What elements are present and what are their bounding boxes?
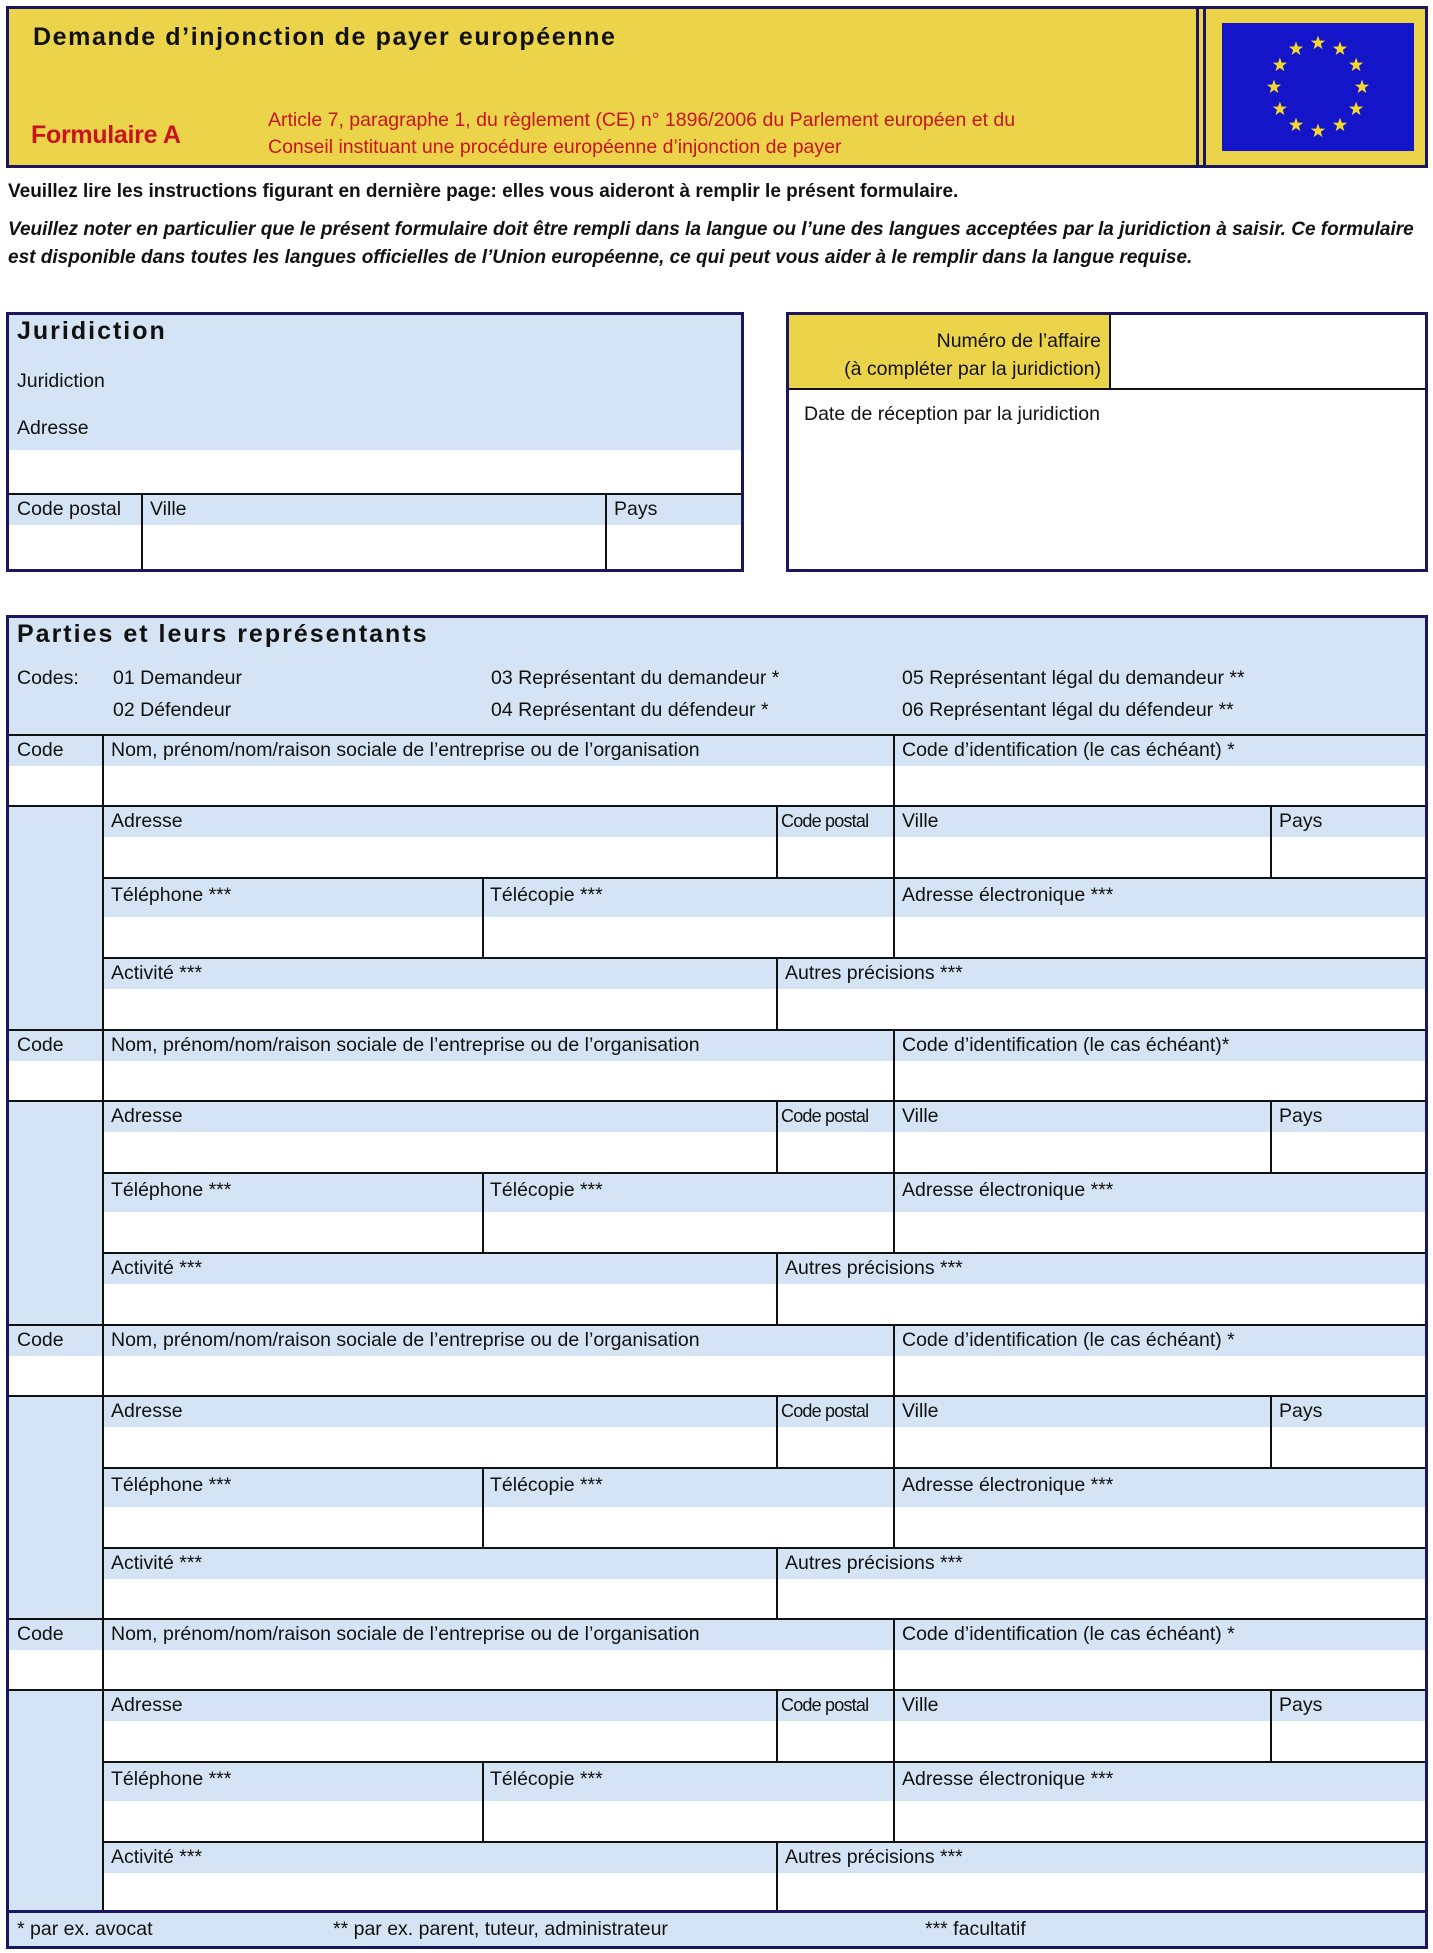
star-icon: [1311, 124, 1325, 138]
party-name-label: Nom, prénom/nom/raison sociale de l’entreprise ou de l’organisation: [111, 1623, 700, 1645]
code-01: 01 Demandeur: [113, 667, 242, 689]
party-code-label: Code: [17, 1623, 64, 1645]
party-city-input[interactable]: [898, 1429, 1266, 1463]
party-label-band: [104, 1102, 1425, 1132]
party-other-details-input[interactable]: [780, 992, 1422, 1026]
party-country-label: Pays: [1279, 1105, 1323, 1127]
party-email-input[interactable]: [898, 1509, 1422, 1543]
party-code-input[interactable]: [11, 1063, 99, 1097]
party-city-label: Ville: [902, 1105, 939, 1127]
party-country-input[interactable]: [1274, 1429, 1422, 1463]
party-activity-input[interactable]: [107, 1876, 773, 1910]
divider: [482, 1763, 484, 1841]
divider: [776, 1254, 778, 1324]
party-code-input[interactable]: [11, 1358, 99, 1392]
divider: [893, 1469, 895, 1547]
receipt-date-label: Date de réception par la juridiction: [804, 403, 1100, 425]
divider: [893, 1174, 895, 1252]
party-id-input[interactable]: [898, 768, 1422, 802]
divider: [893, 879, 895, 957]
party-other-details-label: Autres précisions ***: [785, 1257, 963, 1279]
divider: [893, 1031, 895, 1100]
party-postal-code-input[interactable]: [780, 839, 890, 873]
party-country-input[interactable]: [1274, 1134, 1422, 1168]
divider: [102, 1620, 104, 1689]
divider: [482, 1469, 484, 1547]
party-id-label: Code d’identification (le cas échéant) *: [902, 1329, 1235, 1351]
court-country-label: Pays: [614, 498, 658, 520]
party-country-label: Pays: [1279, 1400, 1323, 1422]
star-icon: [1333, 118, 1347, 132]
court-address-label: Adresse: [17, 417, 89, 439]
party-address-label: Adresse: [111, 1105, 183, 1127]
party-code-input[interactable]: [11, 1652, 99, 1686]
code-06: 06 Représentant légal du défendeur **: [902, 699, 1234, 721]
party-activity-input[interactable]: [107, 1287, 773, 1321]
court-country-input[interactable]: [609, 529, 737, 565]
legal-reference: [268, 107, 1168, 161]
parties-section-title: Parties et leurs représentants: [17, 620, 429, 648]
party-phone-label: Téléphone ***: [111, 1179, 232, 1201]
divider: [102, 1031, 104, 1100]
divider: [482, 1174, 484, 1252]
divider: [482, 879, 484, 957]
divider: [776, 1691, 778, 1761]
divider: [893, 1326, 895, 1395]
case-number-label: [844, 327, 1101, 383]
instructions-read: Veuillez lire les instructions figurant en dernière page: elles vous aideront à remplir le présent formulaire.: [8, 181, 959, 202]
footnote-one-star: * par ex. avocat: [17, 1918, 153, 1940]
party-other-details-label: Autres précisions ***: [785, 1846, 963, 1868]
eu-flag-stars: [1222, 23, 1414, 151]
party-activity-label: Activité ***: [111, 1846, 203, 1868]
party-code-input[interactable]: [11, 768, 99, 802]
party-email-label: Adresse électronique ***: [902, 1768, 1114, 1790]
party-address-input[interactable]: [107, 1429, 773, 1463]
party-id-label: Code d’identification (le cas échéant) *: [902, 739, 1235, 761]
eu-flag-icon: [1222, 23, 1414, 151]
divider: [893, 1397, 895, 1467]
court-city-input[interactable]: [145, 529, 603, 565]
party-activity-input[interactable]: [107, 1582, 773, 1616]
party-email-label: Adresse électronique ***: [902, 1474, 1114, 1496]
star-icon: [1273, 102, 1287, 116]
party-label-band: [104, 1397, 1425, 1427]
divider: [1270, 807, 1272, 877]
party-activity-label: Activité ***: [111, 1257, 203, 1279]
party-country-input[interactable]: [1274, 839, 1422, 873]
party-address-label: Adresse: [111, 1400, 183, 1422]
party-postal-code-input[interactable]: [780, 1134, 890, 1168]
party-code-label: Code: [17, 739, 64, 761]
party-label-band: [104, 959, 1425, 989]
party-fax-label: Télécopie ***: [490, 1768, 603, 1790]
party-name-input[interactable]: [107, 768, 889, 802]
party-name-input[interactable]: [107, 1652, 889, 1686]
divider: [776, 1397, 778, 1467]
party-id-input[interactable]: [898, 1652, 1422, 1686]
star-icon: [1333, 41, 1347, 55]
court-section-title: Juridiction: [17, 317, 167, 345]
divider: [893, 736, 895, 805]
divider: [893, 807, 895, 877]
court-postal-code-input[interactable]: [11, 529, 139, 565]
party-id-input[interactable]: [898, 1063, 1422, 1097]
party-label-band: [104, 1469, 1425, 1507]
divider: [1109, 315, 1111, 389]
court-name-input[interactable]: [149, 367, 729, 395]
star-icon: [1311, 36, 1325, 50]
party-country-label: Pays: [1279, 1694, 1323, 1716]
party-label-band: [104, 1843, 1425, 1873]
party-block: [9, 1029, 1425, 1324]
party-label-band: [104, 1763, 1425, 1801]
party-id-input[interactable]: [898, 1358, 1422, 1392]
star-icon: [1349, 58, 1363, 72]
party-label-band: [104, 1549, 1425, 1579]
divider: [776, 959, 778, 1029]
party-postal-code-label: Code postal: [781, 1106, 869, 1126]
form-header: [6, 6, 1428, 168]
divider: [1270, 1397, 1272, 1467]
party-postal-code-input[interactable]: [780, 1429, 890, 1463]
divider: [776, 1843, 778, 1913]
codes-label: Codes:: [17, 667, 79, 689]
legal-reference-line-2: Conseil instituant une procédure européenne d’injonction de payer: [268, 136, 842, 158]
divider: [605, 495, 607, 569]
party-address-input[interactable]: [107, 1134, 773, 1168]
party-name-input[interactable]: [107, 1063, 889, 1097]
party-code-label: Code: [17, 1329, 64, 1351]
party-activity-label: Activité ***: [111, 1552, 203, 1574]
party-label-band: [104, 1254, 1425, 1284]
case-number-input[interactable]: [1115, 321, 1421, 381]
party-city-input[interactable]: [898, 839, 1266, 873]
divider: [141, 495, 143, 569]
star-icon: [1289, 118, 1303, 132]
code-03: 03 Représentant du demandeur *: [491, 667, 780, 689]
case-number-label-line-2: (à compléter par la juridiction): [844, 358, 1101, 380]
divider: [789, 388, 1425, 390]
party-code-label: Code: [17, 1034, 64, 1056]
party-city-label: Ville: [902, 1400, 939, 1422]
party-fax-label: Télécopie ***: [490, 1474, 603, 1496]
case-section: [786, 312, 1428, 572]
party-fax-label: Télécopie ***: [490, 884, 603, 906]
party-name-label: Nom, prénom/nom/raison sociale de l’entreprise ou de l’organisation: [111, 739, 700, 761]
divider: [893, 1102, 895, 1172]
party-postal-code-label: Code postal: [781, 1401, 869, 1421]
form-title: Demande d’injonction de payer européenne: [33, 23, 617, 51]
divider: [102, 1326, 104, 1395]
party-phone-input[interactable]: [107, 919, 479, 953]
divider: [893, 1620, 895, 1689]
instructions-language-note: Veuillez noter en particulier que le présent formulaire doit être rempli dans la langue ou l’une des langues acceptées par la juridiction à saisir. Ce formulaire est disponible dans toutes les langues officielles de l’Union européenne, ce qui peut vous aider à le remplir dans la langue requise.: [8, 219, 1414, 268]
court-city-label: Ville: [150, 498, 187, 520]
party-label-band: [104, 1174, 1425, 1212]
form-identifier: Formulaire A: [31, 121, 181, 149]
party-postal-code-label: Code postal: [781, 1695, 869, 1715]
divider: [893, 1691, 895, 1761]
party-block: [9, 1618, 1425, 1913]
party-phone-label: Téléphone ***: [111, 1474, 232, 1496]
star-icon: [1349, 102, 1363, 116]
star-icon: [1289, 41, 1303, 55]
court-name-label: Juridiction: [17, 370, 105, 392]
code-05: 05 Représentant légal du demandeur **: [902, 667, 1245, 689]
party-phone-input[interactable]: [107, 1803, 479, 1837]
party-other-details-label: Autres précisions ***: [785, 962, 963, 984]
divider: [1270, 1691, 1272, 1761]
party-email-label: Adresse électronique ***: [902, 884, 1114, 906]
court-address-input[interactable]: [17, 451, 733, 491]
star-icon: [1355, 80, 1369, 94]
code-02: 02 Défendeur: [113, 699, 232, 721]
party-fax-input[interactable]: [487, 1803, 890, 1837]
party-phone-label: Téléphone ***: [111, 884, 232, 906]
party-name-label: Nom, prénom/nom/raison sociale de l’entreprise ou de l’organisation: [111, 1329, 700, 1351]
party-city-label: Ville: [902, 810, 939, 832]
divider: [102, 736, 104, 805]
party-activity-label: Activité ***: [111, 962, 203, 984]
header-divider: [1196, 9, 1206, 165]
star-icon: [1267, 80, 1281, 94]
party-other-details-input[interactable]: [780, 1876, 1422, 1910]
party-name-label: Nom, prénom/nom/raison sociale de l’entreprise ou de l’organisation: [111, 1034, 700, 1056]
party-id-label: Code d’identification (le cas échéant) *: [902, 1623, 1235, 1645]
party-fax-label: Télécopie ***: [490, 1179, 603, 1201]
divider: [776, 807, 778, 877]
party-address-input[interactable]: [107, 839, 773, 873]
party-city-input[interactable]: [898, 1134, 1266, 1168]
party-other-details-input[interactable]: [780, 1287, 1422, 1321]
party-fax-input[interactable]: [487, 1214, 890, 1248]
parties-section: [6, 615, 1428, 1949]
party-email-input[interactable]: [898, 1803, 1422, 1837]
party-name-input[interactable]: [107, 1358, 889, 1392]
party-city-label: Ville: [902, 1694, 939, 1716]
party-address-label: Adresse: [111, 810, 183, 832]
case-number-label-line-1: Numéro de l’affaire: [936, 330, 1101, 352]
divider: [776, 1102, 778, 1172]
party-fax-input[interactable]: [487, 919, 890, 953]
party-phone-input[interactable]: [107, 1214, 479, 1248]
code-04: 04 Représentant du défendeur *: [491, 699, 769, 721]
divider: [776, 1549, 778, 1619]
party-city-input[interactable]: [898, 1723, 1266, 1757]
party-activity-input[interactable]: [107, 992, 773, 1026]
party-address-input[interactable]: [107, 1723, 773, 1757]
party-block: [9, 734, 1425, 1029]
party-address-label: Adresse: [111, 1694, 183, 1716]
party-postal-code-label: Code postal: [781, 811, 869, 831]
divider: [893, 1763, 895, 1841]
court-postal-code-label: Code postal: [17, 498, 122, 520]
party-email-input[interactable]: [898, 919, 1422, 953]
party-email-input[interactable]: [898, 1214, 1422, 1248]
party-country-input[interactable]: [1274, 1723, 1422, 1757]
divider: [9, 1910, 1425, 1913]
receipt-date-input[interactable]: [799, 435, 1415, 475]
party-id-label: Code d’identification (le cas échéant)*: [902, 1034, 1230, 1056]
party-label-band: [104, 807, 1425, 837]
party-country-label: Pays: [1279, 810, 1323, 832]
party-label-band: [104, 1691, 1425, 1721]
divider: [1270, 1102, 1272, 1172]
party-block: [9, 1324, 1425, 1619]
court-section: [6, 312, 744, 572]
footnote-two-star: ** par ex. parent, tuteur, administrateur: [333, 1918, 668, 1940]
party-phone-label: Téléphone ***: [111, 1768, 232, 1790]
party-postal-code-input[interactable]: [780, 1723, 890, 1757]
party-label-band: [104, 879, 1425, 917]
star-icon: [1273, 58, 1287, 72]
party-fax-input[interactable]: [487, 1509, 890, 1543]
party-email-label: Adresse électronique ***: [902, 1179, 1114, 1201]
party-phone-input[interactable]: [107, 1509, 479, 1543]
legal-reference-line-1: Article 7, paragraphe 1, du règlement (CE) n° 1896/2006 du Parlement européen et du: [268, 109, 1016, 131]
party-other-details-label: Autres précisions ***: [785, 1552, 963, 1574]
footnote-three-star: *** facultatif: [925, 1918, 1026, 1940]
party-other-details-input[interactable]: [780, 1582, 1422, 1616]
